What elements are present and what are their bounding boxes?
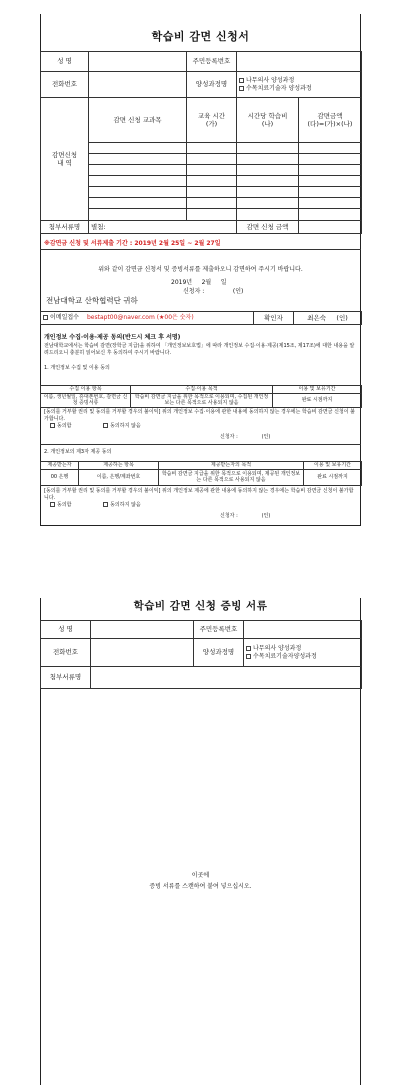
course-option-tree-technician[interactable]: 수목치료기술자 양성과정 — [239, 85, 359, 93]
reduction-detail-table — [40, 97, 362, 234]
table-row[interactable] — [41, 187, 362, 198]
col-subject: 감면 신청 교과목 — [89, 98, 187, 143]
paste-instruction-1: 이곳에 — [191, 872, 210, 879]
evidence-info-table — [40, 620, 362, 689]
checkbox-icon[interactable] — [50, 423, 55, 428]
receipt-table — [40, 311, 362, 325]
consent-heading: 개인정보 수집·이용·제공 동의(반드시 체크 후 서명) — [44, 334, 181, 341]
table-row[interactable] — [41, 165, 362, 176]
email-receipt[interactable]: 이메일접수 bestapt00@naver.com (★00은 숫자) — [41, 312, 254, 325]
application-form-page — [40, 14, 361, 526]
phone-field-2[interactable] — [91, 639, 194, 667]
phone-label: 전화번호 — [41, 72, 89, 98]
applicant-info-table — [40, 51, 362, 98]
applicant-signature-line: 신청자 : (인) — [183, 288, 244, 295]
course-option-tree-technician-2[interactable]: 수목치료기술자양성과정 — [246, 653, 359, 661]
collection-table: 수집 이용 항목 수집·이용 목적 이용 및 보유기간 이름, 생년월일, 휴대폰번호, 감면금 신청 증빙서류 학습비 감면금 지급을 위한 목적으로 이용되며, 수집된 개인정보는 다른 목적으로 사용되지 않음 완료 시점까지 — [40, 385, 362, 408]
consent-2-options — [50, 502, 141, 509]
detail-label: 감면신청 내 역 — [41, 98, 89, 221]
refusal-notice-1: [동의를 거부할 권리 및 동의를 거부할 경우의 불이익] 위의 개인정보 수집·이용에 관한 내용에 동의하지 않는 경우에는 학습비 감면금 신청이 불가합니다. — [44, 409, 356, 422]
consent-1-signer: 신청자 : (인) — [220, 434, 271, 440]
phone-field[interactable] — [89, 72, 187, 98]
evidence-document-page — [40, 598, 361, 1085]
evidence-form-title: 학습비 감면 신청 증빙 서류 — [133, 600, 268, 612]
col-hours: 교육 시간 (가) — [187, 98, 237, 143]
form-title: 학습비 감면 신청서 — [151, 30, 250, 43]
rrn-label: 주민등록번호 — [187, 52, 237, 72]
checkbox-icon[interactable] — [103, 423, 108, 428]
confirmer-value: 최은숙 (인) — [294, 312, 362, 325]
name-field[interactable] — [89, 52, 187, 72]
consent-1-options — [50, 423, 141, 430]
attach-label: 첨부서류명 — [41, 221, 89, 234]
checkbox-icon[interactable] — [246, 654, 251, 659]
checkbox-icon[interactable] — [103, 502, 108, 507]
attach-field-2[interactable] — [91, 667, 362, 689]
checkbox-icon[interactable] — [239, 86, 244, 91]
course-option-tree-doctor[interactable]: 나무의사 양성과정 — [239, 77, 359, 85]
total-field[interactable] — [299, 221, 362, 234]
course-option-tree-doctor-2[interactable]: 나무의사 양성과정 — [246, 645, 359, 653]
name-label: 성 명 — [41, 52, 89, 72]
table-row[interactable] — [41, 198, 362, 209]
table-row[interactable] — [41, 176, 362, 187]
phone-label-2: 전화번호 — [41, 639, 91, 667]
scan-paste-area[interactable] — [40, 688, 361, 1085]
table-row[interactable] — [41, 143, 362, 154]
consent-2-signer: 신청자 : (인) — [220, 513, 271, 519]
section-1-title: 1. 개인정보 수집 및 이용 동의 — [44, 365, 110, 371]
deadline-notice: ※감면금 신청 및 서류제출 기간 : 2019년 2월 25일 ~ 2월 27일 — [44, 240, 221, 247]
attach-label-2: 첨부서류명 — [41, 667, 91, 689]
statement-text: 위와 같이 감면금 신청서 및 증빙서류를 제출하오니 감면하여 주시기 바랍니다. — [98, 266, 303, 273]
confirmer-label: 확인자 — [254, 312, 294, 325]
addressee: 전남대학교 산학협력단 귀하 — [46, 296, 138, 305]
rrn-field[interactable] — [237, 52, 362, 72]
section-2-title: 2. 개인정보의 제3자 제공 동의 — [44, 449, 112, 455]
checkbox-icon[interactable] — [50, 502, 55, 507]
rrn-field-2[interactable] — [244, 621, 362, 639]
email-address: bestapt00@naver.com (★00은 숫자) — [86, 314, 194, 322]
date-line: 2019년 2월 일 — [171, 279, 227, 286]
course-label-2: 양성과정명 — [194, 639, 244, 667]
name-label-2: 성 명 — [41, 621, 91, 639]
provision-table: 제공받는자 제공하는 항목 제공받는자의 목적 이용 및 보유기간 00 은행 이름, 은행/계좌번호 학습비 감면금 지급을 위한 목적으로 이용되며, 제공된 개인정보는 다른 목적으로 사용되지 않음 완료 시점까지 — [40, 461, 362, 486]
table-row[interactable] — [41, 209, 362, 221]
rrn-label-2: 주민등록번호 — [194, 621, 244, 639]
total-label: 감면 신청 금액 — [237, 221, 299, 234]
agree-option-2[interactable]: 동의함 — [50, 502, 72, 508]
paste-instruction-2: 증빙 서류를 스캔하여 붙여 넣으십시오. — [149, 883, 252, 890]
col-amount: 감면금액 (다)=(가)×(나) — [299, 98, 362, 143]
agree-option-1[interactable]: 동의함 — [50, 423, 72, 429]
col-hourly-fee: 시간당 학습비 (나) — [237, 98, 299, 143]
attach-field[interactable]: 별첨: — [89, 221, 237, 234]
disagree-option-2[interactable]: 동의하지 않음 — [103, 502, 141, 508]
disagree-option-1[interactable]: 동의하지 않음 — [103, 423, 141, 429]
refusal-notice-2: [동의를 거부할 권리 및 동의를 거부할 경우의 불이익] 위의 개인정보 제공에 관한 내용에 동의하지 않는 경우에는 학습비 감면금 신청이 불가합니다. — [44, 488, 354, 501]
checkbox-icon[interactable] — [239, 78, 244, 83]
table-row[interactable] — [41, 154, 362, 165]
checkbox-icon[interactable] — [246, 646, 251, 651]
course-label: 양성과정명 — [187, 72, 237, 98]
checkbox-icon[interactable] — [43, 315, 48, 320]
consent-intro: 전남대학교에서는 학습비 감면(장학금 지급)을 위하여 「개인정보보호법」에 따라 개인정보 수집·이용·제공(제15조, 제17조)에 대한 내용을 알려드리오니 충분히 읽어보신 후 동의하여 주시기 바랍니다. — [44, 343, 355, 356]
name-field-2[interactable] — [91, 621, 194, 639]
